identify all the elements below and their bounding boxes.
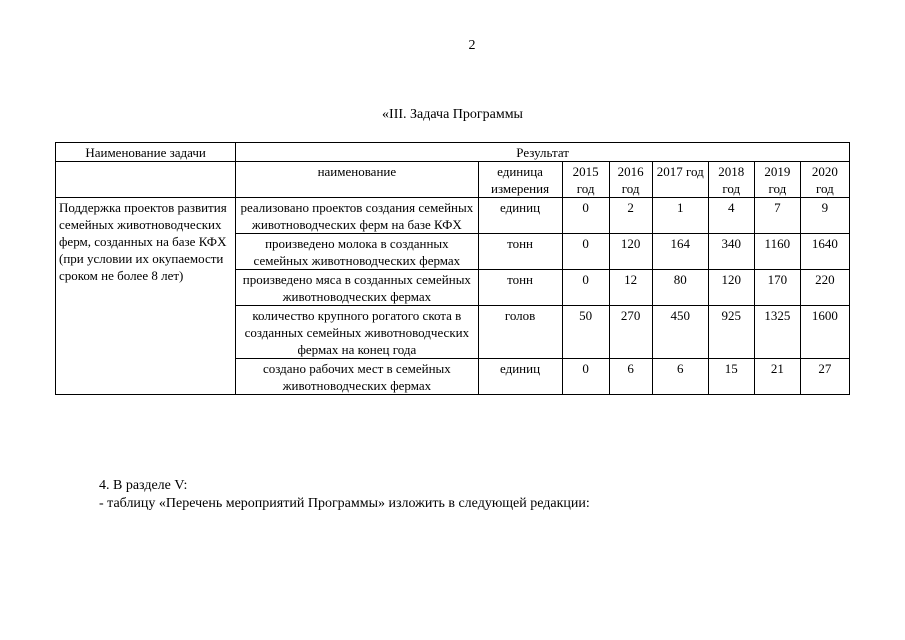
indicator-name-cell: реализовано проектов создания семейных животноводческих ферм на базе КФХ bbox=[236, 198, 478, 234]
unit-cell: тонн bbox=[478, 234, 562, 270]
value-cell: 220 bbox=[800, 270, 849, 306]
header-row-2 bbox=[56, 162, 850, 198]
value-cell: 80 bbox=[652, 270, 708, 306]
footer-text bbox=[99, 477, 590, 513]
table-row bbox=[56, 198, 850, 234]
value-cell: 450 bbox=[652, 306, 708, 359]
value-cell: 0 bbox=[562, 270, 609, 306]
results-table bbox=[55, 142, 850, 395]
value-cell: 0 bbox=[562, 234, 609, 270]
header-result-cell: Результат bbox=[236, 143, 850, 162]
unit-cell: голов bbox=[478, 306, 562, 359]
header-year-cell: 2020 год bbox=[800, 162, 849, 198]
value-cell: 1160 bbox=[754, 234, 800, 270]
value-cell: 27 bbox=[800, 359, 849, 395]
header-year-cell: 2018 год bbox=[708, 162, 754, 198]
header-year-cell: 2016 год bbox=[609, 162, 652, 198]
unit-cell: единиц bbox=[478, 359, 562, 395]
task-cell: Поддержка проектов развития семейных животноводческих ферм, созданных на базе КФХ (при условии их окупаемости сроком не более 8 лет) bbox=[56, 198, 236, 395]
value-cell: 164 bbox=[652, 234, 708, 270]
page-number: 2 bbox=[468, 38, 476, 53]
value-cell: 120 bbox=[609, 234, 652, 270]
header-year-cell: 2017 год bbox=[652, 162, 708, 198]
section-title: «III. Задача Программы bbox=[382, 107, 523, 122]
unit-cell: единиц bbox=[478, 198, 562, 234]
value-cell: 925 bbox=[708, 306, 754, 359]
value-cell: 4 bbox=[708, 198, 754, 234]
header-year-cell: 2015 год bbox=[562, 162, 609, 198]
value-cell: 0 bbox=[562, 359, 609, 395]
value-cell: 6 bbox=[652, 359, 708, 395]
value-cell: 1640 bbox=[800, 234, 849, 270]
indicator-name-cell: произведено мяса в созданных семейных животноводческих фермах bbox=[236, 270, 478, 306]
value-cell: 1 bbox=[652, 198, 708, 234]
value-cell: 12 bbox=[609, 270, 652, 306]
indicator-name-cell: количество крупного рогатого скота в созданных семейных животноводческих фермах на конец года bbox=[236, 306, 478, 359]
value-cell: 2 bbox=[609, 198, 652, 234]
value-cell: 50 bbox=[562, 306, 609, 359]
header-year-cell: 2019 год bbox=[754, 162, 800, 198]
indicator-name-cell: создано рабочих мест в семейных животноводческих фермах bbox=[236, 359, 478, 395]
header-unit-cell: единица измерения bbox=[478, 162, 562, 198]
indicator-name-cell: произведено молока в созданных семейных животноводческих фермах bbox=[236, 234, 478, 270]
value-cell: 170 bbox=[754, 270, 800, 306]
value-cell: 1325 bbox=[754, 306, 800, 359]
value-cell: 0 bbox=[562, 198, 609, 234]
header-name-cell: наименование bbox=[236, 162, 478, 198]
value-cell: 1600 bbox=[800, 306, 849, 359]
value-cell: 15 bbox=[708, 359, 754, 395]
footer-line: - таблицу «Перечень мероприятий Программы» изложить в следующей редакции: bbox=[99, 496, 590, 511]
value-cell: 7 bbox=[754, 198, 800, 234]
value-cell: 120 bbox=[708, 270, 754, 306]
header-task-cell: Наименование задачи bbox=[56, 143, 236, 162]
value-cell: 21 bbox=[754, 359, 800, 395]
header-blank-cell bbox=[56, 162, 236, 198]
value-cell: 270 bbox=[609, 306, 652, 359]
value-cell: 9 bbox=[800, 198, 849, 234]
value-cell: 6 bbox=[609, 359, 652, 395]
footer-line: 4. В разделе V: bbox=[99, 478, 188, 493]
value-cell: 340 bbox=[708, 234, 754, 270]
unit-cell: тонн bbox=[478, 270, 562, 306]
header-row-1 bbox=[56, 143, 850, 162]
